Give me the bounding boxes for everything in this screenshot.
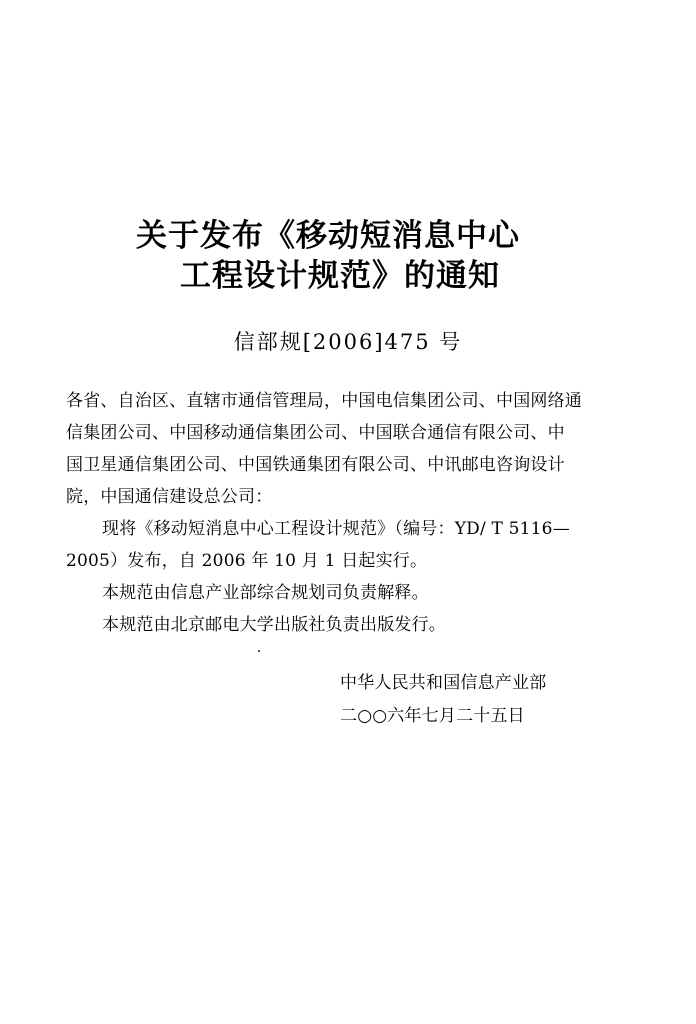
issuer-signature: 中华人民共和国信息产业部	[340, 673, 547, 693]
addressee-line: 国卫星通信集团公司、中国铁通集团有限公司、中讯邮电咨询设计	[66, 455, 565, 475]
body-paragraph-line: 2005）发布，自 2006 年 10 月 1 日起实行。	[66, 551, 428, 571]
scan-speck	[258, 650, 260, 652]
notice-title-line-1: 关于发布《移动短消息中心	[136, 218, 520, 254]
addressee-line: 各省、自治区、直辖市通信管理局，中国电信集团公司、中国网络通	[66, 391, 582, 411]
addressee-line: 信集团公司、中国移动通信集团公司、中国联合通信有限公司、中	[66, 423, 565, 443]
body-paragraph-line: 现将《移动短消息中心工程设计规范》（编号：YD/ T 5116—	[102, 519, 570, 539]
body-paragraph-line: 本规范由北京邮电大学出版社负责出版发行。	[102, 615, 446, 635]
document-number: 信部规[2006]475 号	[233, 330, 463, 354]
body-paragraph-line: 本规范由信息产业部综合规划司负责解释。	[102, 583, 429, 603]
addressee-line: 院，中国通信建设总公司：	[66, 487, 273, 507]
issue-date: 二○○六年七月二十五日	[340, 706, 525, 726]
notice-title-line-2: 工程设计规范》的通知	[180, 258, 500, 294]
